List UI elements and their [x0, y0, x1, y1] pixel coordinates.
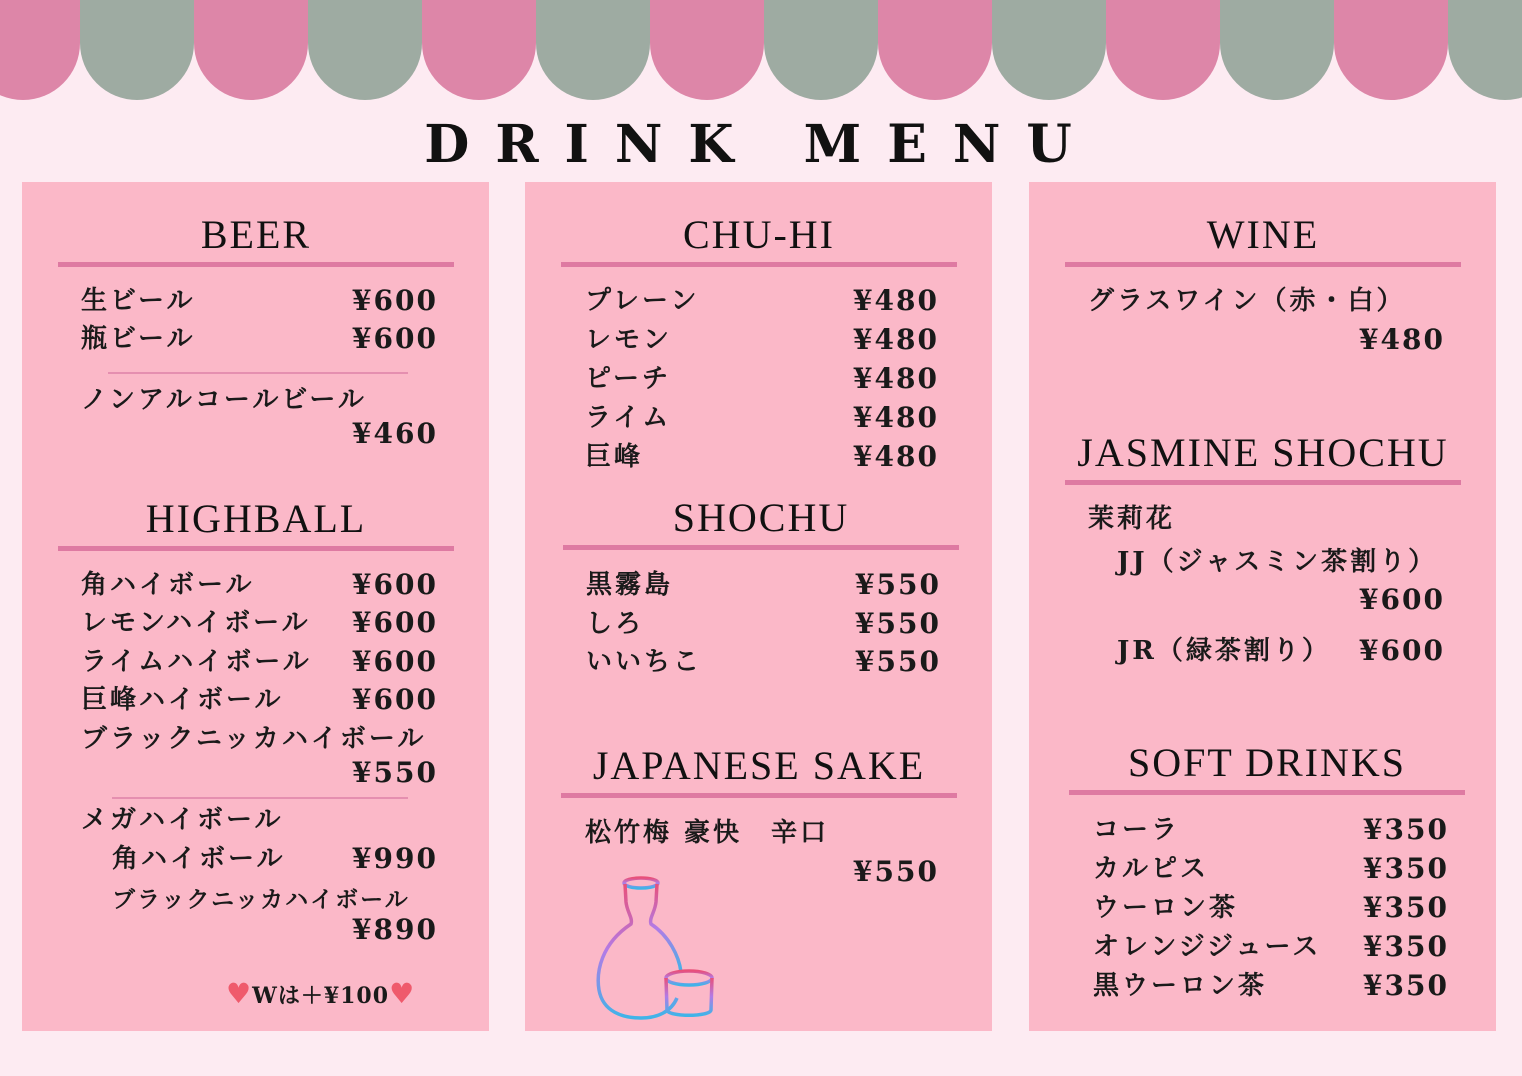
section-divider: [563, 545, 959, 550]
menu-item-price: ¥350: [1363, 969, 1449, 1002]
menu-item-name: 角ハイボール: [81, 570, 255, 600]
menu-item-name: いいちこ: [586, 647, 703, 677]
menu-item-name: JJ（ジャスミン茶割り）: [1117, 547, 1438, 577]
menu-item-price: ¥550: [853, 855, 939, 888]
menu-item-name: ウーロン茶: [1093, 893, 1239, 923]
awning-scallop: [1220, 0, 1334, 100]
menu-item-price: ¥350: [1363, 891, 1449, 924]
menu-item-price: ¥600: [1359, 634, 1445, 667]
heart-icon: ♥: [389, 977, 416, 1010]
menu-item-price: ¥600: [352, 568, 438, 601]
awning-scallop: [878, 0, 992, 100]
menu-item-price: ¥480: [853, 323, 939, 356]
double-note-text: Wは＋¥100: [252, 983, 390, 1009]
jasmine-label: 茉莉花: [1088, 504, 1176, 534]
menu-item-name: 黒霧島: [586, 570, 674, 600]
awning-scallop: [1448, 0, 1522, 100]
menu-item-price: ¥600: [1359, 583, 1445, 616]
menu-item-price: ¥550: [855, 607, 941, 640]
panel-left: [22, 182, 489, 1031]
section-heading-jasmine: JASMINE SHOCHU: [1077, 430, 1449, 475]
menu-item-price: ¥480: [853, 362, 939, 395]
awning-scallop: [0, 0, 80, 100]
menu-item-name: プレーン: [585, 286, 700, 316]
menu-item-name: 瓶ビール: [81, 324, 196, 354]
menu-item-price: ¥350: [1363, 930, 1449, 963]
menu-item-name: ピーチ: [585, 364, 671, 394]
menu-item-name: 黒ウーロン茶: [1093, 971, 1268, 1001]
menu-item-name: カルピス: [1093, 854, 1210, 884]
menu-item-price: ¥350: [1363, 813, 1449, 846]
awning-scallop: [422, 0, 536, 100]
heart-icon: ♥: [226, 977, 253, 1010]
menu-item-name: ライムハイボール: [81, 647, 312, 677]
menu-item-name: ライム: [585, 403, 672, 433]
panel-right: [1029, 182, 1496, 1031]
awning-scallop: [1106, 0, 1220, 100]
awning-scallop: [650, 0, 764, 100]
menu-item-name: しろ: [586, 609, 645, 639]
menu-item-price: ¥600: [352, 683, 438, 716]
page-title: DRINK MENU: [424, 114, 1098, 175]
menu-item-price: ¥600: [352, 606, 438, 639]
menu-item-price: ¥550: [352, 756, 438, 789]
menu-item-price: ¥890: [352, 913, 438, 946]
awning-scallop: [992, 0, 1106, 100]
section-divider: [1065, 480, 1461, 485]
awning-scallop: [80, 0, 194, 100]
menu-item-name: グラスワイン（赤・白）: [1088, 286, 1406, 316]
menu-item-price: ¥480: [853, 284, 939, 317]
awning-scallop: [764, 0, 878, 100]
menu-item-price: ¥990: [352, 842, 438, 875]
menu-item-price: ¥480: [1359, 323, 1445, 356]
section-divider: [58, 546, 454, 551]
section-heading-soft-drinks: SOFT DRINKS: [1128, 740, 1406, 785]
menu-item-name: レモン: [585, 325, 673, 355]
menu-item-price: ¥480: [853, 440, 939, 473]
awning-scallop: [194, 0, 308, 100]
menu-item-name: ブラックニッカハイボール: [81, 724, 427, 754]
section-divider: [561, 793, 957, 798]
menu-item-name: 松竹梅 豪快 辛口: [585, 818, 830, 848]
item-divider: [108, 372, 408, 374]
menu-item-price: ¥600: [352, 645, 438, 678]
section-heading-chuhi: CHU-HI: [683, 212, 835, 257]
sake-bottle-icon: [591, 872, 719, 1024]
item-divider: [112, 797, 408, 799]
section-heading-shochu: SHOCHU: [672, 495, 850, 540]
menu-item-name: 角ハイボール: [112, 844, 286, 874]
menu-item-name: 巨峰ハイボール: [81, 685, 284, 715]
awning-decoration: [0, 0, 1522, 100]
panel-middle: [525, 182, 992, 1031]
menu-item-name: 巨峰: [585, 442, 644, 472]
menu-item-price: ¥480: [853, 401, 939, 434]
menu-item-price: ¥350: [1363, 852, 1449, 885]
menu-item-name: コーラ: [1093, 815, 1181, 845]
section-heading-sake: JAPANESE SAKE: [592, 743, 926, 788]
menu-item-name: JR（緑茶割り）: [1117, 636, 1331, 666]
menu-item-price: ¥550: [855, 645, 941, 678]
section-divider: [1069, 790, 1465, 795]
menu-item-price: ¥460: [352, 417, 438, 450]
menu-item-name: レモンハイボール: [81, 608, 311, 638]
section-heading-beer: BEER: [200, 212, 312, 257]
section-divider: [58, 262, 454, 267]
mega-highball-label: メガハイボール: [81, 805, 284, 835]
menu-item-price: ¥550: [855, 568, 941, 601]
section-heading-highball: HIGHBALL: [145, 496, 367, 541]
awning-scallop: [1334, 0, 1448, 100]
double-note: [226, 977, 415, 1013]
menu-item-name: ノンアルコールビール: [81, 385, 367, 415]
awning-scallop: [308, 0, 422, 100]
menu-item-name: 生ビール: [81, 286, 196, 316]
menu-item-price: ¥600: [352, 322, 438, 355]
menu-item-price: ¥600: [352, 284, 438, 317]
section-divider: [561, 262, 957, 267]
section-heading-wine: WINE: [1206, 212, 1320, 257]
menu-item-name: オレンジジュース: [1093, 932, 1322, 962]
section-divider: [1065, 262, 1461, 267]
menu-item-name: ブラックニッカハイボール: [112, 886, 410, 913]
awning-scallop: [536, 0, 650, 100]
